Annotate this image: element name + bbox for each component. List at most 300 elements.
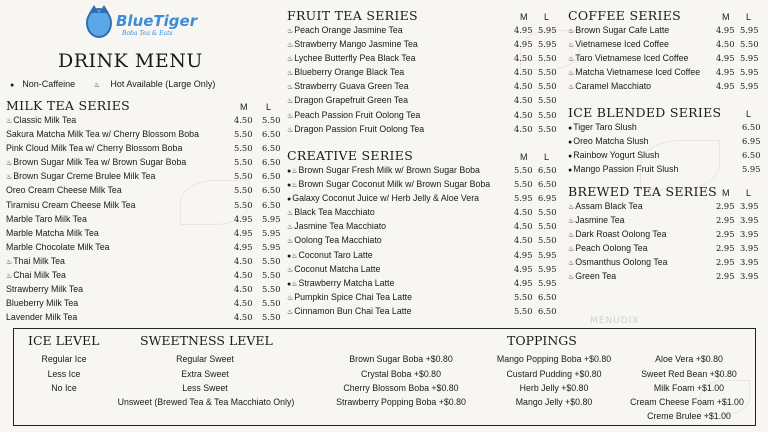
menu-item-name-wrap — [568, 243, 648, 253]
price-medium: 2.95 — [716, 215, 735, 226]
menu-item-name-wrap — [287, 264, 380, 274]
price-medium: 4.50 — [234, 255, 253, 266]
price-medium: 4.50 — [234, 298, 253, 309]
drink-marker-icon: ♨ — [287, 42, 294, 50]
menu-item-name: Black Tea Macchiato — [294, 207, 375, 218]
menu-item-name: Vietnamese Iced Coffee — [575, 39, 669, 50]
menu-item — [287, 249, 559, 263]
drink-marker-icon: ♨ — [287, 224, 294, 232]
menu-item-name: Thai Milk Tea — [13, 255, 65, 266]
menu-item-name-wrap — [6, 284, 83, 294]
price-large: 5.95 — [538, 249, 557, 260]
menu-item — [287, 80, 559, 94]
price-medium: 4.50 — [514, 221, 533, 232]
drink-marker-icon: ♨ — [568, 260, 575, 268]
price-medium: 2.95 — [716, 257, 735, 268]
column-header-large: L — [746, 109, 752, 119]
price-large: 5.95 — [740, 81, 759, 92]
menu-item-name-wrap — [287, 292, 412, 302]
menu-item-name-wrap — [287, 67, 404, 77]
price-large: 6.50 — [742, 122, 761, 132]
menu-item — [568, 270, 760, 284]
menu-item-name-wrap — [287, 165, 480, 175]
page-title: DRINK MENU — [58, 50, 203, 72]
section-header — [568, 184, 760, 200]
drink-marker-icon: ♨ — [568, 56, 575, 64]
drink-marker-icon: ♨ — [6, 273, 13, 281]
menu-item-name-wrap — [568, 229, 667, 239]
price-large: 5.50 — [262, 270, 281, 281]
drink-marker-icon: ♨ — [568, 246, 575, 254]
price-medium: 5.50 — [234, 157, 253, 168]
menu-item-name-wrap — [6, 129, 199, 139]
menu-item-name-wrap — [6, 143, 182, 153]
price-large: 6.50 — [262, 171, 281, 182]
menu-item-name-wrap — [568, 215, 625, 225]
price-large: 6.50 — [262, 157, 281, 168]
drink-marker-icon: ♨ — [287, 112, 294, 120]
price-medium: 2.95 — [716, 201, 735, 211]
menu-item-name-wrap — [6, 270, 66, 280]
menu-item-name: Dragon Grapefruit Green Tea — [294, 95, 409, 106]
section-header — [287, 148, 559, 164]
price-large: 5.50 — [538, 221, 557, 232]
brand-logo — [86, 8, 198, 48]
menu-item-name-wrap — [6, 312, 77, 322]
ice-option: No Ice — [51, 383, 77, 393]
drink-marker-icon: ♨ — [6, 118, 13, 125]
menu-item — [568, 80, 760, 94]
sweetness-option: Unsweet (Brewed Tea & Tea Macchiato Only) — [117, 397, 295, 407]
price-medium: 5.50 — [234, 185, 253, 196]
price-large: 5.50 — [538, 53, 557, 64]
menu-item-name-wrap — [568, 122, 637, 132]
legend-non-caffeine-label: Non-Caffeine — [22, 79, 76, 89]
price-medium: 5.50 — [514, 179, 533, 190]
price-medium: 4.50 — [234, 270, 253, 281]
drink-marker-icon: ♨ — [568, 274, 575, 282]
legend-hot-available — [94, 79, 224, 89]
menu-item-name-wrap — [568, 81, 651, 91]
column-header-medium: M — [520, 12, 528, 22]
price-medium: 4.50 — [234, 312, 253, 323]
menu-item-name-wrap — [287, 124, 424, 134]
price-medium: 4.95 — [514, 277, 533, 288]
drink-marker-icon: ● — [568, 125, 573, 132]
topping-item: Herb Jelly +$0.80 — [519, 383, 589, 393]
sweetness-option: Extra Sweet — [181, 369, 229, 379]
topping-item: Sweet Red Bean +$0.80 — [641, 369, 737, 379]
price-medium: 5.95 — [514, 193, 533, 204]
drink-marker-icon: ♨ — [568, 84, 575, 92]
menu-item-name: Lavender Milk Tea — [6, 312, 78, 323]
menu-item-name: Strawberry Matcha Latte — [298, 277, 395, 288]
price-medium: 4.50 — [234, 284, 253, 295]
section-title: FRUIT TEA SERIES — [287, 8, 418, 23]
topping-item: Strawberry Popping Boba +$0.80 — [336, 397, 466, 407]
drink-marker-icon: ♨ — [287, 56, 294, 64]
menu-item-name: Taro Vietnamese Iced Coffee — [575, 53, 689, 64]
price-large: 5.50 — [538, 235, 557, 246]
brand-name: BlueTiger — [116, 12, 198, 30]
price-large: 6.95 — [742, 136, 761, 147]
topping-item: Brown Sugar Boba +$0.80 — [349, 354, 453, 364]
price-large: 3.95 — [740, 271, 759, 282]
column-header-large: L — [544, 152, 550, 162]
drink-marker-icon: ♨ — [6, 160, 13, 168]
watermark: MENUDIX — [590, 316, 640, 326]
topping-item: Cherry Blossom Boba +$0.80 — [343, 383, 459, 393]
section-title: BREWED TEA SERIES — [568, 184, 717, 199]
menu-item-name-wrap — [6, 228, 99, 238]
menu-item-name-wrap — [287, 179, 490, 189]
menu-item-name: Marble Matcha Milk Tea — [6, 227, 99, 238]
topping-item: Cream Cheese Foam +$1.00 — [630, 397, 744, 407]
price-large: 5.95 — [538, 277, 557, 288]
price-medium: 4.50 — [514, 109, 533, 120]
price-large: 5.95 — [262, 241, 281, 252]
price-medium: 2.95 — [716, 271, 735, 282]
coffee-section — [568, 8, 760, 94]
price-large: 5.50 — [262, 312, 281, 323]
menu-item-name-wrap — [568, 257, 668, 267]
price-medium: 5.50 — [514, 165, 533, 175]
menu-item-name-wrap — [287, 193, 479, 203]
tiger-mascot-icon — [86, 8, 112, 38]
drink-marker-icon: ♨ — [287, 308, 294, 316]
menu-item — [6, 269, 281, 283]
price-medium: 2.95 — [716, 229, 735, 240]
menu-item — [568, 135, 760, 149]
price-large: 3.95 — [740, 243, 759, 254]
menu-item-name-wrap — [568, 39, 669, 49]
menu-item — [287, 234, 559, 248]
price-medium: 4.95 — [716, 53, 735, 64]
price-large: 6.50 — [262, 143, 281, 154]
drink-marker-icon: ♨ — [287, 294, 294, 302]
section-header — [568, 8, 760, 24]
price-medium: 5.50 — [234, 143, 253, 154]
menu-item-name: Oolong Tea Macchiato — [294, 235, 382, 246]
menu-item — [6, 297, 281, 311]
menu-item-name: Coconut Taro Latte — [298, 249, 373, 260]
column-header-large: L — [746, 12, 752, 22]
menu-item-name-wrap — [6, 298, 78, 308]
price-large: 6.50 — [538, 179, 557, 190]
menu-item-name: Brown Sugar Creme Brulee Milk Tea — [13, 171, 156, 182]
menu-item-name-wrap — [287, 81, 409, 91]
price-medium: 4.50 — [514, 67, 533, 78]
section-header — [6, 98, 276, 114]
steam-icon: ♨ — [93, 82, 100, 89]
menu-item-name-wrap — [287, 39, 418, 49]
price-large: 5.95 — [740, 53, 759, 64]
menu-item-name: Dragon Passion Fruit Oolong Tea — [294, 123, 425, 134]
menu-item — [6, 170, 281, 184]
menu-item — [568, 52, 760, 66]
menu-item-name: Caramel Macchiato — [575, 81, 652, 92]
menu-item-name: Lychee Butterfly Pea Black Tea — [294, 53, 416, 64]
ice-option: Regular Ice — [41, 354, 87, 364]
menu-item — [6, 255, 281, 269]
column-header-medium: M — [240, 102, 248, 112]
menu-item — [568, 200, 760, 214]
menu-item-name-wrap — [6, 242, 110, 252]
drink-marker-icon: ● — [568, 153, 573, 161]
price-large: 5.50 — [262, 115, 281, 125]
menu-item-name: Marble Chocolate Milk Tea — [6, 241, 110, 252]
section-title: COFFEE SERIES — [568, 8, 682, 23]
price-large: 5.95 — [538, 39, 557, 50]
price-large: 6.50 — [262, 129, 281, 140]
menu-item — [287, 38, 559, 52]
menu-item-name: Peach Oolong Tea — [575, 243, 648, 254]
price-large: 6.50 — [262, 185, 281, 196]
menu-item-name-wrap — [6, 157, 186, 167]
price-large: 6.50 — [538, 165, 557, 175]
price-medium: 4.95 — [514, 39, 533, 50]
menu-item-name-wrap — [287, 110, 420, 120]
menu-item — [568, 121, 760, 135]
menu-item — [6, 199, 281, 213]
menu-item-name: Strawberry Mango Jasmine Tea — [294, 39, 418, 50]
menu-item-name: Brown Sugar Cafe Latte — [575, 25, 670, 35]
price-medium: 4.50 — [716, 39, 735, 50]
menu-item-name-wrap — [6, 115, 76, 125]
price-large: 5.50 — [538, 95, 557, 106]
drink-marker-icon: ●♨ — [287, 168, 298, 175]
menu-item-name: Oreo Matcha Slush — [573, 136, 649, 147]
section-title: MILK TEA SERIES — [6, 98, 131, 113]
menu-item — [287, 291, 559, 305]
topping-item: Mango Jelly +$0.80 — [515, 397, 593, 407]
drink-marker-icon: ♨ — [6, 174, 13, 182]
drink-marker-icon: ♨ — [287, 238, 294, 246]
drink-marker-icon: ●♨ — [287, 280, 298, 288]
menu-item — [287, 52, 559, 66]
menu-item-name-wrap — [287, 235, 382, 245]
price-large: 6.50 — [538, 305, 557, 316]
menu-item — [287, 206, 559, 220]
menu-item-name: Chai Milk Tea — [13, 270, 66, 281]
menu-item — [287, 94, 559, 108]
price-large: 6.50 — [262, 199, 281, 210]
menu-item — [6, 142, 281, 156]
menu-item-name: Blueberry Milk Tea — [6, 298, 79, 309]
menu-item-name: Strawberry Milk Tea — [6, 284, 84, 295]
price-large: 5.50 — [538, 81, 557, 92]
drink-marker-icon: ♨ — [568, 218, 575, 226]
price-large: 5.95 — [538, 263, 557, 274]
legend — [10, 79, 231, 89]
price-medium: 4.50 — [514, 81, 533, 92]
menu-item — [6, 128, 281, 142]
menu-item-name: Marble Taro Milk Tea — [6, 213, 87, 224]
section-title: ICE BLENDED SERIES — [568, 105, 722, 120]
menu-item-name: Tiramisu Cream Cheese Milk Tea — [6, 199, 136, 210]
price-large: 3.95 — [740, 257, 759, 268]
price-large: 5.95 — [740, 67, 759, 78]
price-medium: 4.50 — [514, 95, 533, 106]
menu-item-name: Pink Cloud Milk Tea w/ Cherry Blossom Boba — [6, 143, 183, 154]
legend-hot-available-label: Hot Available (Large Only) — [110, 79, 216, 89]
menu-item-name: Cinnamon Bun Chai Tea Latte — [294, 305, 412, 316]
drink-marker-icon: ♨ — [568, 204, 575, 211]
menu-item-name: Jasmine Tea Macchiato — [294, 221, 387, 232]
menu-item — [6, 311, 281, 325]
menu-item-name-wrap — [568, 150, 659, 160]
brand-tagline: Boba Tea & Eats — [122, 30, 173, 37]
menu-item-name: Sakura Matcha Milk Tea w/ Cherry Blossom Boba — [6, 129, 199, 140]
topping-item: Custard Pudding +$0.80 — [506, 369, 602, 379]
menu-item-name: Dark Roast Oolong Tea — [575, 229, 667, 240]
drink-marker-icon: ♨ — [287, 210, 294, 218]
price-medium: 5.50 — [514, 305, 533, 316]
sweetness-option: Regular Sweet — [176, 354, 234, 364]
menu-item-name: Galaxy Coconut Juice w/ Herb Jelly & Aloe Vera — [292, 193, 480, 204]
menu-item-name-wrap — [568, 67, 700, 77]
price-medium: 4.95 — [514, 249, 533, 260]
price-large: 3.95 — [740, 229, 759, 240]
price-medium: 5.50 — [234, 171, 253, 182]
menu-item — [287, 66, 559, 80]
ice-level-title: ICE LEVEL — [28, 333, 100, 348]
price-medium: 4.95 — [514, 263, 533, 274]
menu-item — [287, 164, 559, 178]
menu-item-name-wrap — [568, 271, 616, 281]
price-medium: 4.95 — [514, 25, 533, 35]
price-large: 5.50 — [538, 207, 557, 218]
menu-item-name: Peach Passion Fruit Oolong Tea — [294, 109, 421, 120]
price-medium: 4.50 — [514, 53, 533, 64]
menu-item-name: Pumpkin Spice Chai Tea Latte — [294, 291, 412, 302]
menu-item-name-wrap — [287, 306, 412, 316]
menu-item — [6, 227, 281, 241]
menu-item-name-wrap — [568, 136, 649, 146]
menu-item — [568, 228, 760, 242]
section-header — [568, 105, 760, 121]
dot-icon: ● — [10, 82, 15, 89]
creative-section — [287, 148, 559, 319]
drink-marker-icon: ● — [568, 167, 573, 175]
drink-marker-icon: ♨ — [287, 266, 294, 274]
price-large: 5.50 — [538, 123, 557, 134]
price-medium: 5.50 — [234, 129, 253, 140]
legend-non-caffeine — [10, 79, 83, 89]
menu-item-name: Matcha Vietnamese Iced Coffee — [575, 67, 701, 78]
price-medium: 4.50 — [514, 207, 533, 218]
price-medium: 4.95 — [234, 227, 253, 238]
menu-item — [568, 149, 760, 163]
topping-item: Aloe Vera +$0.80 — [655, 354, 723, 364]
menu-item-name: Blueberry Orange Black Tea — [294, 67, 405, 78]
ice-option: Less Ice — [47, 369, 81, 379]
drink-marker-icon: ♨ — [287, 98, 294, 106]
drink-marker-icon: ♨ — [568, 232, 575, 240]
menu-item-name-wrap — [287, 95, 408, 105]
drink-marker-icon: ♨ — [568, 42, 575, 50]
price-medium: 4.95 — [234, 241, 253, 252]
menu-item-name-wrap — [287, 207, 375, 217]
menu-item — [6, 156, 281, 170]
drink-marker-icon: ♨ — [568, 28, 575, 35]
price-large: 6.95 — [538, 193, 557, 204]
menu-item — [568, 256, 760, 270]
menu-item — [287, 24, 559, 38]
menu-item-name: Strawberry Guava Green Tea — [294, 81, 409, 92]
menu-item — [287, 123, 559, 137]
menu-item — [6, 283, 281, 297]
milk-tea-section — [6, 98, 281, 325]
column-header-medium: M — [722, 188, 730, 198]
drink-marker-icon: ♨ — [287, 84, 294, 92]
menu-item-name: Peach Orange Jasmine Tea — [294, 25, 403, 35]
menu-item — [287, 109, 559, 123]
price-large: 3.95 — [740, 215, 759, 226]
price-large: 5.95 — [262, 227, 281, 238]
price-medium: 4.95 — [234, 213, 253, 224]
menu-item — [6, 241, 281, 255]
drink-marker-icon: ♨ — [287, 70, 294, 78]
section-header — [287, 8, 559, 24]
price-large: 5.95 — [742, 164, 761, 175]
menu-item — [6, 213, 281, 227]
price-large: 5.50 — [740, 39, 759, 50]
price-medium: 4.95 — [716, 67, 735, 78]
price-medium: 4.95 — [716, 81, 735, 92]
price-large: 5.50 — [262, 284, 281, 295]
menu-item-name: Brown Sugar Fresh Milk w/ Brown Sugar Boba — [298, 165, 480, 175]
price-medium: 5.50 — [514, 291, 533, 302]
menu-item-name-wrap — [287, 221, 386, 231]
price-medium: 2.95 — [716, 243, 735, 254]
menu-item-name-wrap — [287, 25, 403, 35]
price-large: 5.95 — [262, 213, 281, 224]
drink-marker-icon: ● — [287, 196, 292, 204]
topping-item: Creme Brulee +$1.00 — [647, 411, 731, 421]
column-header-medium: M — [520, 152, 528, 162]
brewed-tea-section — [568, 184, 760, 285]
menu-item — [6, 114, 281, 128]
menu-item-name: Tiger Taro Slush — [573, 122, 637, 132]
menu-item-name: Green Tea — [575, 271, 617, 282]
topping-item: Crystal Boba +$0.80 — [361, 369, 441, 379]
menu-item-name-wrap — [568, 53, 688, 63]
menu-item-name-wrap — [287, 250, 373, 260]
sweetness-option: Less Sweet — [182, 383, 228, 393]
price-large: 5.50 — [262, 255, 281, 266]
menu-item-name-wrap — [287, 53, 416, 63]
menu-item-name-wrap — [6, 171, 155, 181]
menu-item — [287, 263, 559, 277]
price-large: 5.50 — [538, 109, 557, 120]
sweetness-title: SWEETNESS LEVEL — [140, 333, 273, 348]
menu-item-name-wrap — [6, 185, 122, 195]
column-header-medium: M — [722, 12, 730, 22]
menu-item-name-wrap — [287, 278, 394, 288]
menu-item-name: Brown Sugar Milk Tea w/ Brown Sugar Boba — [13, 157, 187, 168]
menu-item-name: Assam Black Tea — [575, 201, 643, 211]
menu-item — [568, 242, 760, 256]
drink-marker-icon: ♨ — [6, 258, 13, 266]
price-medium: 4.50 — [514, 235, 533, 246]
menu-item — [6, 184, 281, 198]
price-large: 5.50 — [262, 298, 281, 309]
menu-item-name: Osmanthus Oolong Tea — [575, 257, 668, 268]
price-large: 6.50 — [538, 291, 557, 302]
menu-item — [287, 220, 559, 234]
price-medium: 4.50 — [234, 115, 253, 125]
